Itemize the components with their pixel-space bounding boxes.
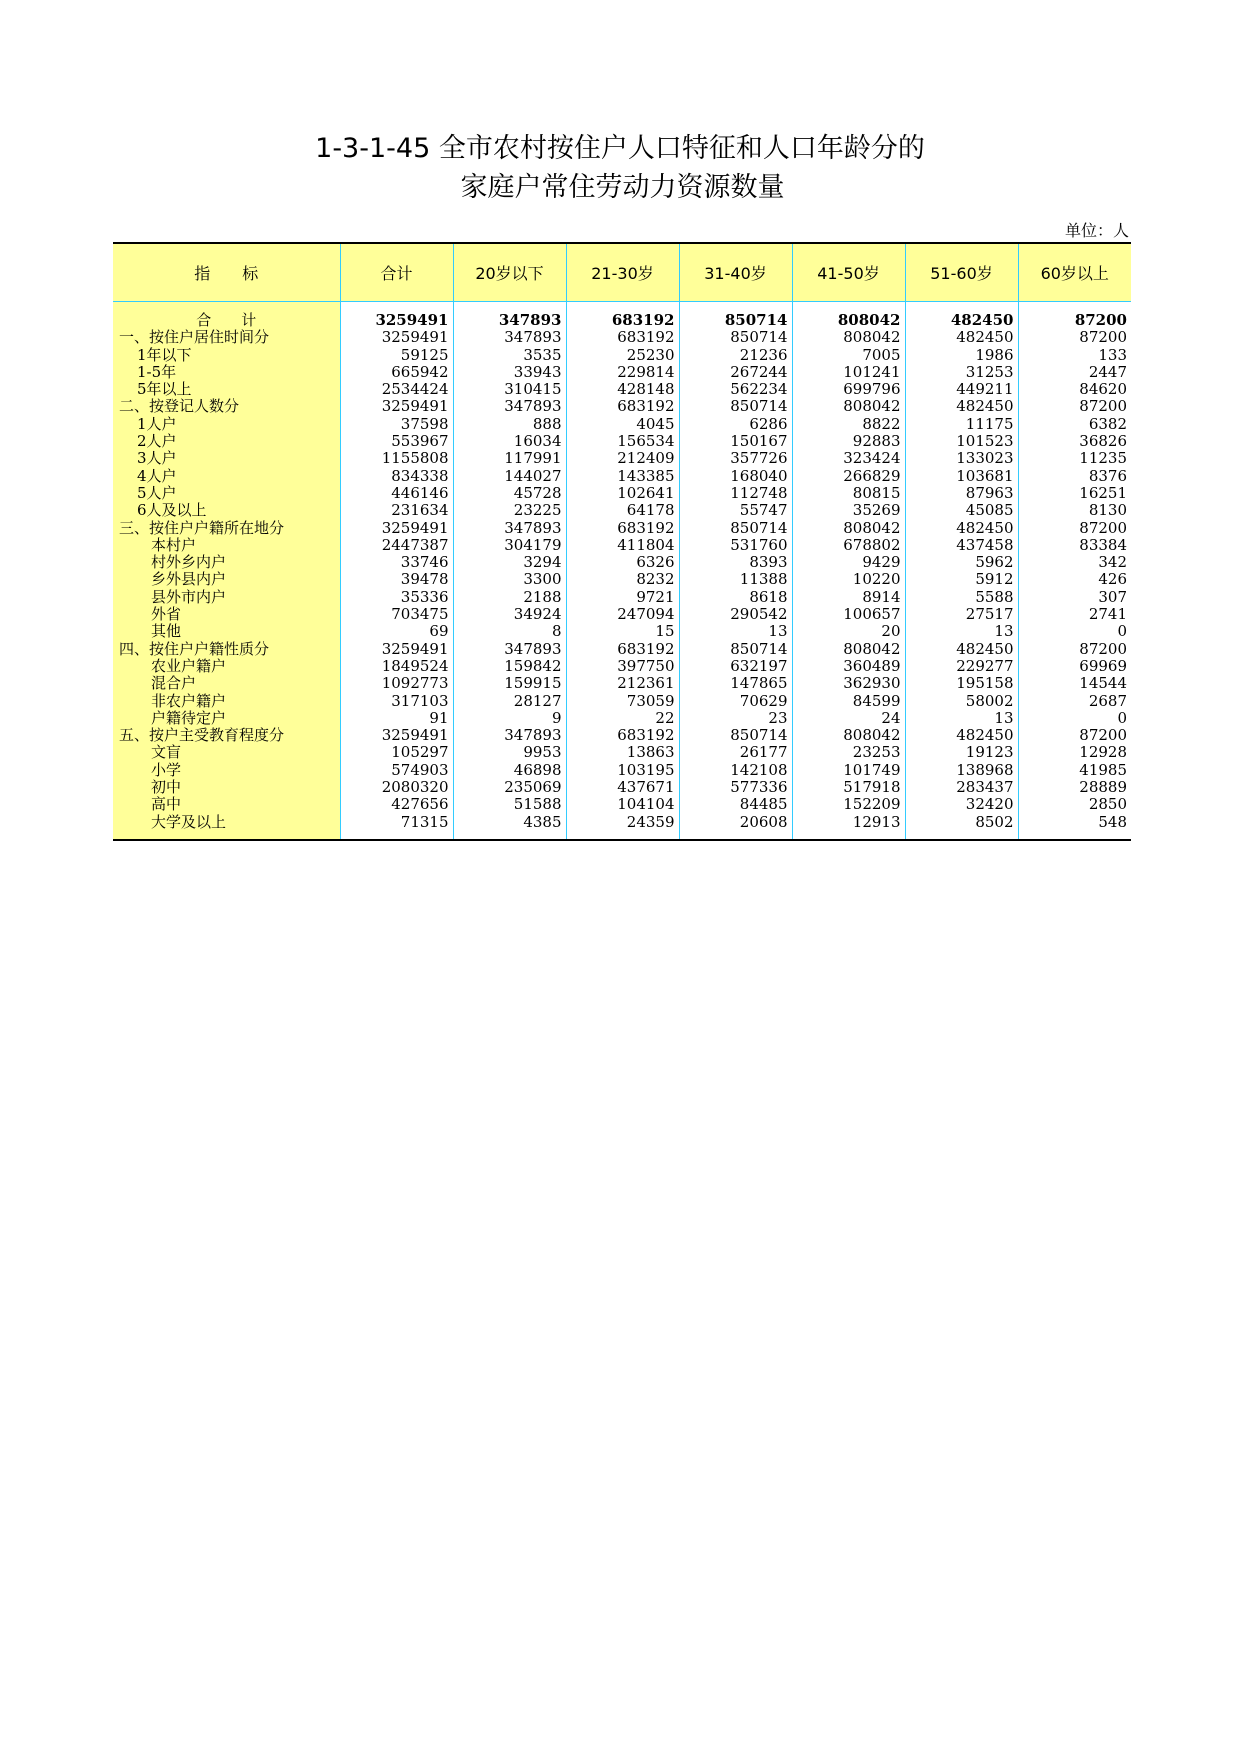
row-label: 本村户: [113, 537, 340, 554]
cell-value: 36826: [1018, 433, 1131, 450]
cell-value: 84620: [1018, 381, 1131, 398]
cell-value: 437671: [566, 779, 679, 796]
cell-value: 247094: [566, 606, 679, 623]
cell-value: 159915: [453, 675, 566, 692]
cell-value: 8502: [905, 814, 1018, 840]
column-header-under-20: 20岁以下: [453, 243, 566, 302]
cell-value: 3259491: [340, 398, 453, 415]
cell-value: 101749: [792, 762, 905, 779]
cell-value: 156534: [566, 433, 679, 450]
table-row: [113, 381, 1131, 398]
table-row: [113, 450, 1131, 467]
cell-value: 159842: [453, 658, 566, 675]
cell-value: 347893: [453, 520, 566, 537]
table-row: [113, 433, 1131, 450]
cell-value: 1986: [905, 347, 1018, 364]
cell-value: 1849524: [340, 658, 453, 675]
cell-value: 8914: [792, 589, 905, 606]
cell-value: 531760: [679, 537, 792, 554]
cell-value: 678802: [792, 537, 905, 554]
cell-value: 231634: [340, 502, 453, 519]
row-label: 村外乡内户: [113, 554, 340, 571]
row-label: 乡外县内户: [113, 571, 340, 588]
cell-value: 229277: [905, 658, 1018, 675]
row-label: 农业户籍户: [113, 658, 340, 675]
cell-value: 437458: [905, 537, 1018, 554]
cell-value: 266829: [792, 468, 905, 485]
cell-value: 73059: [566, 693, 679, 710]
cell-value: 2080320: [340, 779, 453, 796]
cell-value: 307: [1018, 589, 1131, 606]
cell-value: 20608: [679, 814, 792, 840]
cell-value: 427656: [340, 796, 453, 813]
cell-value: 133023: [905, 450, 1018, 467]
cell-value: 283437: [905, 779, 1018, 796]
cell-value: 133: [1018, 347, 1131, 364]
cell-value: 147865: [679, 675, 792, 692]
cell-value: 59125: [340, 347, 453, 364]
cell-value: 142108: [679, 762, 792, 779]
cell-value: 2534424: [340, 381, 453, 398]
cell-value: 168040: [679, 468, 792, 485]
cell-value: 11388: [679, 571, 792, 588]
cell-value: 562234: [679, 381, 792, 398]
cell-value: 317103: [340, 693, 453, 710]
cell-value: 3259491: [340, 302, 453, 330]
cell-value: 69969: [1018, 658, 1131, 675]
column-header-total: 合计: [340, 243, 453, 302]
cell-value: 32420: [905, 796, 1018, 813]
cell-value: 28127: [453, 693, 566, 710]
row-label: 6人及以上: [113, 502, 340, 519]
table-row: [113, 641, 1131, 658]
row-label: 1-5年: [113, 364, 340, 381]
cell-value: 0: [1018, 710, 1131, 727]
row-label: 混合户: [113, 675, 340, 692]
table-row: [113, 779, 1131, 796]
cell-value: 23225: [453, 502, 566, 519]
cell-value: 5962: [905, 554, 1018, 571]
cell-value: 482450: [905, 329, 1018, 346]
cell-value: 101241: [792, 364, 905, 381]
cell-value: 13: [905, 710, 1018, 727]
cell-value: 426: [1018, 571, 1131, 588]
cell-value: 45728: [453, 485, 566, 502]
cell-value: 23253: [792, 744, 905, 761]
cell-value: 808042: [792, 520, 905, 537]
cell-value: 11175: [905, 416, 1018, 433]
cell-value: 46898: [453, 762, 566, 779]
cell-value: 360489: [792, 658, 905, 675]
cell-value: 15: [566, 623, 679, 640]
cell-value: 152209: [792, 796, 905, 813]
cell-value: 16251: [1018, 485, 1131, 502]
cell-value: 347893: [453, 398, 566, 415]
cell-value: 850714: [679, 398, 792, 415]
cell-value: 102641: [566, 485, 679, 502]
unit-label: 单位：人: [1064, 221, 1129, 240]
cell-value: 683192: [566, 641, 679, 658]
cell-value: 2188: [453, 589, 566, 606]
cell-value: 808042: [792, 398, 905, 415]
cell-value: 84599: [792, 693, 905, 710]
table-row: [113, 502, 1131, 519]
cell-value: 347893: [453, 329, 566, 346]
cell-value: 103681: [905, 468, 1018, 485]
cell-value: 683192: [566, 727, 679, 744]
cell-value: 87963: [905, 485, 1018, 502]
table-row: [113, 537, 1131, 554]
row-label: 5人户: [113, 485, 340, 502]
table-body: [113, 302, 1131, 840]
cell-value: 100657: [792, 606, 905, 623]
cell-value: 548: [1018, 814, 1131, 840]
cell-value: 87200: [1018, 398, 1131, 415]
cell-value: 104104: [566, 796, 679, 813]
cell-value: 482450: [905, 398, 1018, 415]
cell-value: 683192: [566, 329, 679, 346]
cell-value: 21236: [679, 347, 792, 364]
cell-value: 55747: [679, 502, 792, 519]
cell-value: 37598: [340, 416, 453, 433]
cell-value: 9721: [566, 589, 679, 606]
cell-value: 28889: [1018, 779, 1131, 796]
cell-value: 13: [679, 623, 792, 640]
cell-value: 6286: [679, 416, 792, 433]
cell-value: 267244: [679, 364, 792, 381]
cell-value: 5912: [905, 571, 1018, 588]
cell-value: 143385: [566, 468, 679, 485]
statistics-table-container: [113, 242, 1130, 841]
cell-value: 304179: [453, 537, 566, 554]
cell-value: 2850: [1018, 796, 1131, 813]
cell-value: 665942: [340, 364, 453, 381]
cell-value: 808042: [792, 727, 905, 744]
cell-value: 553967: [340, 433, 453, 450]
cell-value: 683192: [566, 398, 679, 415]
table-row: [113, 762, 1131, 779]
cell-value: 808042: [792, 329, 905, 346]
cell-value: 23: [679, 710, 792, 727]
row-label: 一、按住户居住时间分: [113, 329, 340, 346]
cell-value: 482450: [905, 520, 1018, 537]
table-row: [113, 589, 1131, 606]
cell-value: 632197: [679, 658, 792, 675]
cell-value: 323424: [792, 450, 905, 467]
cell-value: 850714: [679, 329, 792, 346]
cell-value: 850714: [679, 302, 792, 330]
cell-value: 105297: [340, 744, 453, 761]
cell-value: 3259491: [340, 520, 453, 537]
cell-value: 87200: [1018, 329, 1131, 346]
cell-value: 229814: [566, 364, 679, 381]
row-label: 小学: [113, 762, 340, 779]
cell-value: 144027: [453, 468, 566, 485]
cell-value: 13: [905, 623, 1018, 640]
cell-value: 449211: [905, 381, 1018, 398]
row-label: 外省: [113, 606, 340, 623]
cell-value: 80815: [792, 485, 905, 502]
table-row: [113, 814, 1131, 840]
cell-value: 577336: [679, 779, 792, 796]
column-header-indicator: 指 标: [113, 243, 340, 302]
cell-value: 3535: [453, 347, 566, 364]
cell-value: 212361: [566, 675, 679, 692]
cell-value: 22: [566, 710, 679, 727]
cell-value: 834338: [340, 468, 453, 485]
cell-value: 850714: [679, 520, 792, 537]
cell-value: 91: [340, 710, 453, 727]
cell-value: 2741: [1018, 606, 1131, 623]
cell-value: 2687: [1018, 693, 1131, 710]
cell-value: 83384: [1018, 537, 1131, 554]
cell-value: 26177: [679, 744, 792, 761]
cell-value: 2447: [1018, 364, 1131, 381]
row-label: 2人户: [113, 433, 340, 450]
table-row: [113, 398, 1131, 415]
table-row: [113, 623, 1131, 640]
row-label: 3人户: [113, 450, 340, 467]
cell-value: 9953: [453, 744, 566, 761]
cell-value: 34924: [453, 606, 566, 623]
cell-value: 3294: [453, 554, 566, 571]
cell-value: 0: [1018, 623, 1131, 640]
row-label: 县外市内户: [113, 589, 340, 606]
cell-value: 24: [792, 710, 905, 727]
cell-value: 482450: [905, 641, 1018, 658]
cell-value: 574903: [340, 762, 453, 779]
row-label: 大学及以上: [113, 814, 340, 840]
row-label: 高中: [113, 796, 340, 813]
cell-value: 20: [792, 623, 905, 640]
header-row: [113, 243, 1131, 302]
cell-value: 1092773: [340, 675, 453, 692]
cell-value: 3259491: [340, 727, 453, 744]
cell-value: 683192: [566, 520, 679, 537]
table-row: [113, 796, 1131, 813]
cell-value: 7005: [792, 347, 905, 364]
row-label: 户籍待定户: [113, 710, 340, 727]
column-header-51-60: 51-60岁: [905, 243, 1018, 302]
cell-value: 235069: [453, 779, 566, 796]
table-row: [113, 571, 1131, 588]
cell-value: 12913: [792, 814, 905, 840]
cell-value: 10220: [792, 571, 905, 588]
cell-value: 150167: [679, 433, 792, 450]
cell-value: 8130: [1018, 502, 1131, 519]
row-label: 非农户籍户: [113, 693, 340, 710]
table-row: [113, 468, 1131, 485]
cell-value: 1155808: [340, 450, 453, 467]
table-row: [113, 364, 1131, 381]
cell-value: 683192: [566, 302, 679, 330]
cell-value: 357726: [679, 450, 792, 467]
cell-value: 27517: [905, 606, 1018, 623]
cell-value: 9: [453, 710, 566, 727]
cell-value: 347893: [453, 302, 566, 330]
cell-value: 33943: [453, 364, 566, 381]
row-label: 初中: [113, 779, 340, 796]
cell-value: 850714: [679, 727, 792, 744]
cell-value: 8376: [1018, 468, 1131, 485]
cell-value: 51588: [453, 796, 566, 813]
table-row: [113, 675, 1131, 692]
row-label: 其他: [113, 623, 340, 640]
cell-value: 517918: [792, 779, 905, 796]
column-header-over-60: 60岁以上: [1018, 243, 1131, 302]
cell-value: 14544: [1018, 675, 1131, 692]
cell-value: 31253: [905, 364, 1018, 381]
table-row: [113, 329, 1131, 346]
table-title-line2: 家庭户常住劳动力资源数量: [460, 172, 785, 203]
table-row: [113, 485, 1131, 502]
cell-value: 8232: [566, 571, 679, 588]
cell-value: 35269: [792, 502, 905, 519]
cell-value: 71315: [340, 814, 453, 840]
cell-value: 8618: [679, 589, 792, 606]
cell-value: 347893: [453, 727, 566, 744]
cell-value: 103195: [566, 762, 679, 779]
cell-value: 58002: [905, 693, 1018, 710]
cell-value: 19123: [905, 744, 1018, 761]
cell-value: 3259491: [340, 329, 453, 346]
cell-value: 138968: [905, 762, 1018, 779]
column-header-41-50: 41-50岁: [792, 243, 905, 302]
cell-value: 8822: [792, 416, 905, 433]
row-label: 文盲: [113, 744, 340, 761]
cell-value: 9429: [792, 554, 905, 571]
cell-value: 45085: [905, 502, 1018, 519]
cell-value: 84485: [679, 796, 792, 813]
cell-value: 397750: [566, 658, 679, 675]
cell-value: 8: [453, 623, 566, 640]
cell-value: 290542: [679, 606, 792, 623]
cell-value: 347893: [453, 641, 566, 658]
table-row: [113, 693, 1131, 710]
table-row: [113, 416, 1131, 433]
cell-value: 25230: [566, 347, 679, 364]
table-row: [113, 710, 1131, 727]
cell-value: 117991: [453, 450, 566, 467]
table-row: [113, 554, 1131, 571]
column-header-31-40: 31-40岁: [679, 243, 792, 302]
cell-value: 4385: [453, 814, 566, 840]
cell-value: 70629: [679, 693, 792, 710]
cell-value: 362930: [792, 675, 905, 692]
row-label: 4人户: [113, 468, 340, 485]
row-label: 五、按户主受教育程度分: [113, 727, 340, 744]
statistics-table: [113, 242, 1131, 841]
row-label: 四、按住户户籍性质分: [113, 641, 340, 658]
cell-value: 24359: [566, 814, 679, 840]
cell-value: 87200: [1018, 727, 1131, 744]
row-label: 1人户: [113, 416, 340, 433]
table-row-total: [113, 302, 1131, 330]
cell-value: 6382: [1018, 416, 1131, 433]
cell-value: 310415: [453, 381, 566, 398]
cell-value: 87200: [1018, 641, 1131, 658]
cell-value: 2447387: [340, 537, 453, 554]
cell-value: 39478: [340, 571, 453, 588]
row-label: 1年以下: [113, 347, 340, 364]
cell-value: 8393: [679, 554, 792, 571]
cell-value: 11235: [1018, 450, 1131, 467]
cell-value: 3300: [453, 571, 566, 588]
cell-value: 212409: [566, 450, 679, 467]
cell-value: 5588: [905, 589, 1018, 606]
cell-value: 87200: [1018, 302, 1131, 330]
column-header-21-30: 21-30岁: [566, 243, 679, 302]
cell-value: 101523: [905, 433, 1018, 450]
row-label: 5年以上: [113, 381, 340, 398]
cell-value: 112748: [679, 485, 792, 502]
table-row: [113, 744, 1131, 761]
cell-value: 808042: [792, 302, 905, 330]
table-row: [113, 606, 1131, 623]
cell-value: 808042: [792, 641, 905, 658]
cell-value: 888: [453, 416, 566, 433]
cell-value: 850714: [679, 641, 792, 658]
row-label: 合 计: [113, 302, 340, 330]
row-label: 二、按登记人数分: [113, 398, 340, 415]
cell-value: 411804: [566, 537, 679, 554]
table-row: [113, 727, 1131, 744]
cell-value: 195158: [905, 675, 1018, 692]
cell-value: 16034: [453, 433, 566, 450]
table-row: [113, 520, 1131, 537]
cell-value: 428148: [566, 381, 679, 398]
cell-value: 87200: [1018, 520, 1131, 537]
cell-value: 342: [1018, 554, 1131, 571]
cell-value: 13863: [566, 744, 679, 761]
cell-value: 64178: [566, 502, 679, 519]
cell-value: 482450: [905, 302, 1018, 330]
cell-value: 3259491: [340, 641, 453, 658]
cell-value: 4045: [566, 416, 679, 433]
cell-value: 35336: [340, 589, 453, 606]
cell-value: 6326: [566, 554, 679, 571]
cell-value: 699796: [792, 381, 905, 398]
table-title-line1: 1-3-1-45 全市农村按住户人口特征和人口年龄分的: [315, 133, 925, 164]
cell-value: 12928: [1018, 744, 1131, 761]
cell-value: 703475: [340, 606, 453, 623]
cell-value: 482450: [905, 727, 1018, 744]
cell-value: 69: [340, 623, 453, 640]
table-row: [113, 658, 1131, 675]
table-row: [113, 347, 1131, 364]
row-label: 三、按住户户籍所在地分: [113, 520, 340, 537]
cell-value: 33746: [340, 554, 453, 571]
cell-value: 446146: [340, 485, 453, 502]
cell-value: 92883: [792, 433, 905, 450]
cell-value: 41985: [1018, 762, 1131, 779]
